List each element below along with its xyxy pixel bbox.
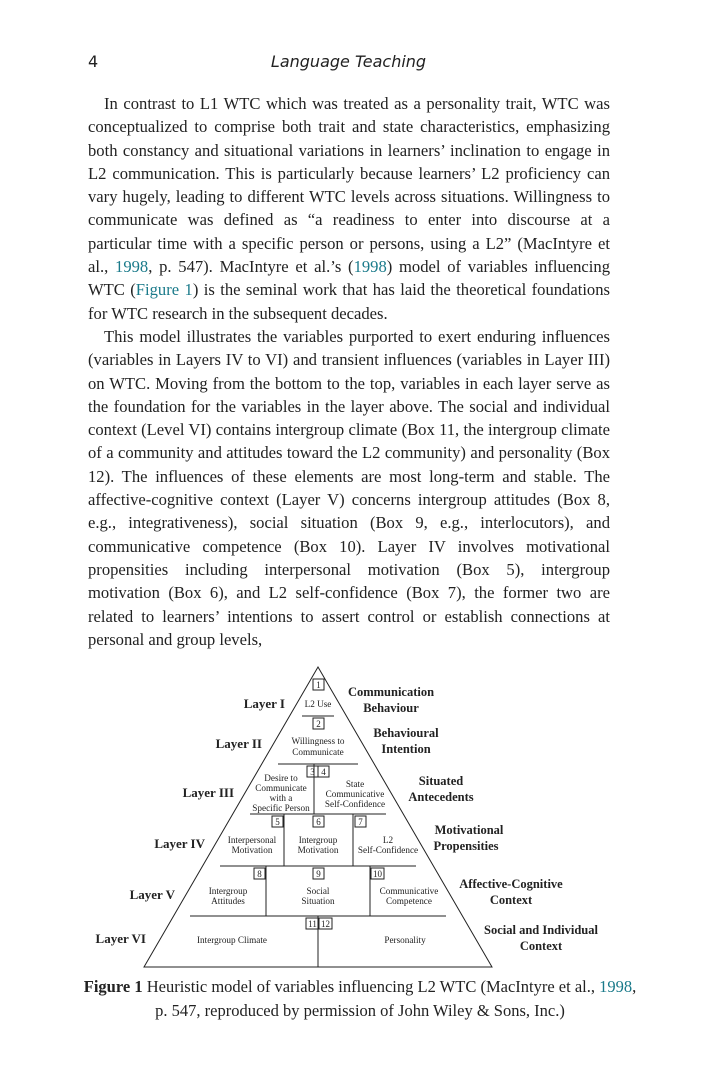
layer-label: Layer II	[215, 736, 262, 751]
page-header	[88, 52, 609, 76]
box-number: 10	[373, 869, 382, 879]
box-label: Interpersonal	[227, 835, 277, 845]
box-number: 8	[257, 869, 262, 879]
box-number: 3	[310, 767, 315, 777]
box-label: Motivation	[297, 845, 339, 855]
box-label: Desire to	[264, 773, 298, 783]
page-number: 4	[88, 52, 99, 71]
layer-description: Behavioural	[373, 726, 439, 740]
box-number: 12	[321, 919, 330, 929]
running-head: Language Teaching	[270, 52, 427, 71]
box-number: 9	[316, 869, 321, 879]
box-label: Intergroup	[298, 835, 338, 845]
box-number: 1	[316, 680, 321, 690]
box-label: Social	[306, 886, 330, 896]
layer-description: Context	[519, 939, 563, 953]
layer-description: Communication	[347, 685, 435, 699]
box-label: Situation	[301, 896, 335, 906]
layer-description: Social and Individual	[484, 923, 598, 937]
box-number: 2	[316, 719, 321, 729]
layer-description: Behaviour	[363, 701, 419, 715]
box-label: Communicative	[325, 789, 385, 799]
layer-description: Propensities	[433, 839, 499, 853]
paragraph-2: This model illustrates the variables purported to exert enduring influences (variables in Layers IV to VI) and transient influences (variables in Layer III) on WTC. Moving from the bottom to the top, variables in each layer serve as the foundation for the variables in the layer above. The social and individual context (Level VI) contains intergroup climate (Box 11, the intergroup climate of a community and attitudes toward the L2 community) and personality (Box 12). The influences of these elements are most long-term and stable. The affective-cognitive context (Layer V) concerns intergroup attitudes (Box 8, e.g., integrativeness), social situation (Box 9, e.g., interlocutors), and communicative competence (Box 10). Layer IV involves motivational propensities including interpersonal motivation (Box 5), intergroup motivation (Box 6), and L2 self-confidence (Box 7), the former two are related to learners’ intentions to assert control or establish connections at personal and group levels,	[88, 326, 610, 649]
layer-description: Context	[489, 893, 533, 907]
box-label: Attitudes	[211, 896, 245, 906]
figure-link[interactable]: Figure 1	[135, 280, 193, 300]
citation-link[interactable]: 1998	[115, 257, 149, 277]
layer-description: Situated	[418, 774, 464, 788]
box-label: Willingness to	[291, 736, 345, 746]
box-number: 5	[275, 817, 280, 827]
citation-link[interactable]: 1998	[599, 977, 633, 996]
box-label: with a	[269, 793, 293, 803]
layer-description: Antecedents	[408, 790, 474, 804]
box-number: 7	[358, 817, 363, 827]
box-label: Competence	[386, 896, 432, 906]
box-label: L2 Use	[304, 699, 332, 709]
box-label: L2	[382, 835, 394, 845]
layer-label: Layer VI	[95, 931, 146, 946]
box-label: Intergroup	[208, 886, 248, 896]
box-number: 11	[308, 919, 317, 929]
layer-description: Motivational	[434, 823, 504, 837]
layer-description: Affective-Cognitive	[459, 877, 563, 891]
figure-caption: Figure 1 Heuristic model of variables influencing L2 WTC (MacIntyre et al., 1998, p. 547, reproduced by permission of John Wiley & Sons, Inc.)	[83, 977, 637, 1020]
layer-label: Layer IV	[154, 836, 205, 851]
box-label: Intergroup Climate	[197, 935, 267, 945]
box-label: Communicate	[255, 783, 307, 793]
box-label: Communicate	[292, 747, 344, 757]
box-number: 6	[316, 817, 321, 827]
paragraph-1: In contrast to L1 WTC which was treated as a personality trait, WTC was conceptualized to comprise both trait and state characteristics, emphasizing both constancy and situational variations in learners’ inclination to engage in L2 communication. This is particularly because learners’ L2 proficiency can vary hugely, leading to different WTC levels across situations. Willingness to communicate was defined as “a readiness to enter into discourse at a particular time with a specific person or persons, using a L2” (MacIntyre et al., 1998, p. 547). MacIntyre et al.’s (1998) model of variables influencing WTC (Figure 1) is the seminal work that has laid the theoretical foundations for WTC research in the subsequent decades.	[88, 94, 610, 323]
figure-label: Figure 1	[83, 977, 143, 996]
layer-description: Intention	[381, 742, 431, 756]
body-text	[88, 92, 610, 651]
box-label: Self-Confidence	[357, 845, 419, 855]
layer-label: Layer V	[129, 887, 175, 902]
wtc-pyramid-figure	[0, 660, 719, 970]
box-label: Motivation	[231, 845, 273, 855]
box-label: Communicative	[379, 886, 439, 896]
box-number: 4	[321, 767, 326, 777]
citation-link[interactable]: 1998	[353, 257, 387, 277]
box-label: Personality	[384, 935, 426, 945]
box-label: Self-Confidence	[324, 799, 386, 809]
layer-label: Layer III	[182, 785, 234, 800]
box-label: State	[345, 779, 365, 789]
box-label: Specific Person	[252, 803, 310, 813]
layer-label: Layer I	[243, 696, 285, 711]
